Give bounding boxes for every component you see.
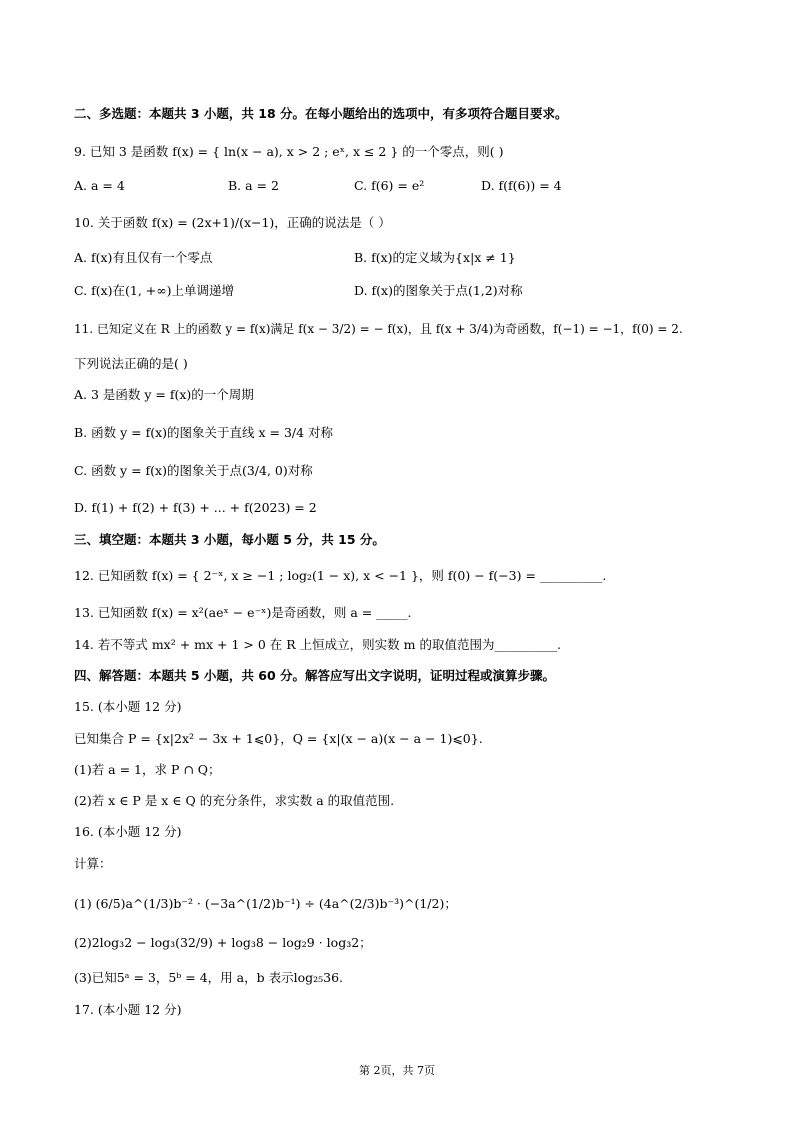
question-15-part-2: (2)若 x ∈ P 是 x ∈ Q 的充分条件，求实数 a 的取值范围. — [74, 793, 395, 808]
question-9-option-b: B. a = 2 — [228, 178, 279, 193]
question-16-title: 16. (本小题 12 分) — [74, 824, 182, 839]
question-10-option-b: B. f(x)的定义域为{x|x ≠ 1} — [354, 250, 516, 265]
question-11-option-d: D. f(1) + f(2) + f(3) + ... + f(2023) = 2 — [74, 500, 317, 515]
question-11-stem-continued: 下列说法正确的是( ) — [74, 356, 188, 371]
question-10-option-d: D. f(x)的图象关于点(1,2)对称 — [354, 283, 523, 298]
question-12: 12. 已知函数 f(x) = { 2⁻ˣ, x ≥ −1 ; log₂(1 − x), x < −1 }，则 f(0) − f(−3) = __________. — [74, 568, 607, 583]
question-10-option-c: C. f(x)在(1, +∞)上单调递增 — [74, 283, 235, 298]
question-9-option-a: A. a = 4 — [74, 178, 125, 193]
question-17-title: 17. (本小题 12 分) — [74, 1002, 182, 1017]
question-11-option-a: A. 3 是函数 y = f(x)的一个周期 — [74, 387, 254, 402]
question-16-part-1: (1) (6/5)a^(1/3)b⁻² · (−3a^(1/2)b⁻¹) ÷ (4a^(2/3)b⁻³)^(1/2)； — [74, 896, 457, 911]
section-answer-heading: 四、解答题：本题共 5 小题，共 60 分。解答应写出文字说明，证明过程或演算步骤。 — [74, 668, 556, 683]
section-multiple-choice-heading: 二、多选题：本题共 3 小题，共 18 分。在每小题给出的选项中，有多项符合题目要求。 — [74, 106, 568, 121]
question-9-stem: 9. 已知 3 是函数 f(x) = { ln(x − a), x > 2 ; eˣ, x ≤ 2 } 的一个零点，则( ) — [74, 144, 504, 159]
section-fill-in-heading: 三、填空题：本题共 3 小题，每小题 5 分，共 15 分。 — [74, 532, 385, 547]
question-9-option-c: C. f(6) = e² — [354, 178, 425, 193]
question-16-stem: 计算： — [74, 856, 112, 871]
question-16-part-3: (3)已知5ᵃ = 3，5ᵇ = 4，用 a，b 表示log₂₅36. — [74, 970, 344, 985]
question-15-title: 15. (本小题 12 分) — [74, 699, 182, 714]
question-16-part-2: (2)2log₃2 − log₃(32/9) + log₃8 − log₂9 · log₃2； — [74, 935, 372, 950]
question-14: 14. 若不等式 mx² + mx + 1 > 0 在 R 上恒成立，则实数 m 的取值范围为__________. — [74, 637, 561, 652]
page-footer: 第 2页，共 7页 — [359, 1064, 435, 1077]
question-15-part-1: (1)若 a = 1，求 P ∩ Q； — [74, 762, 221, 777]
question-11-stem: 11. 已知定义在 R 上的函数 y = f(x)满足 f(x − 3/2) = − f(x)，且 f(x + 3/4)为奇函数，f(−1) = −1，f(0) = 2. — [74, 322, 683, 336]
question-15-stem: 已知集合 P = {x|2x² − 3x + 1⩽0}，Q = {x|(x − a)(x − a − 1)⩽0}. — [74, 731, 483, 746]
question-9-option-d: D. f(f(6)) = 4 — [481, 178, 562, 193]
question-13: 13. 已知函数 f(x) = x²(aeˣ − e⁻ˣ)是奇函数，则 a = _____. — [74, 605, 412, 620]
question-11-option-c: C. 函数 y = f(x)的图象关于点(3/4, 0)对称 — [74, 463, 313, 478]
question-10-stem: 10. 关于函数 f(x) = (2x+1)/(x−1)，正确的说法是（ ） — [74, 215, 391, 230]
question-11-option-b: B. 函数 y = f(x)的图象关于直线 x = 3/4 对称 — [74, 425, 334, 440]
question-10-option-a: A. f(x)有且仅有一个零点 — [74, 250, 213, 265]
